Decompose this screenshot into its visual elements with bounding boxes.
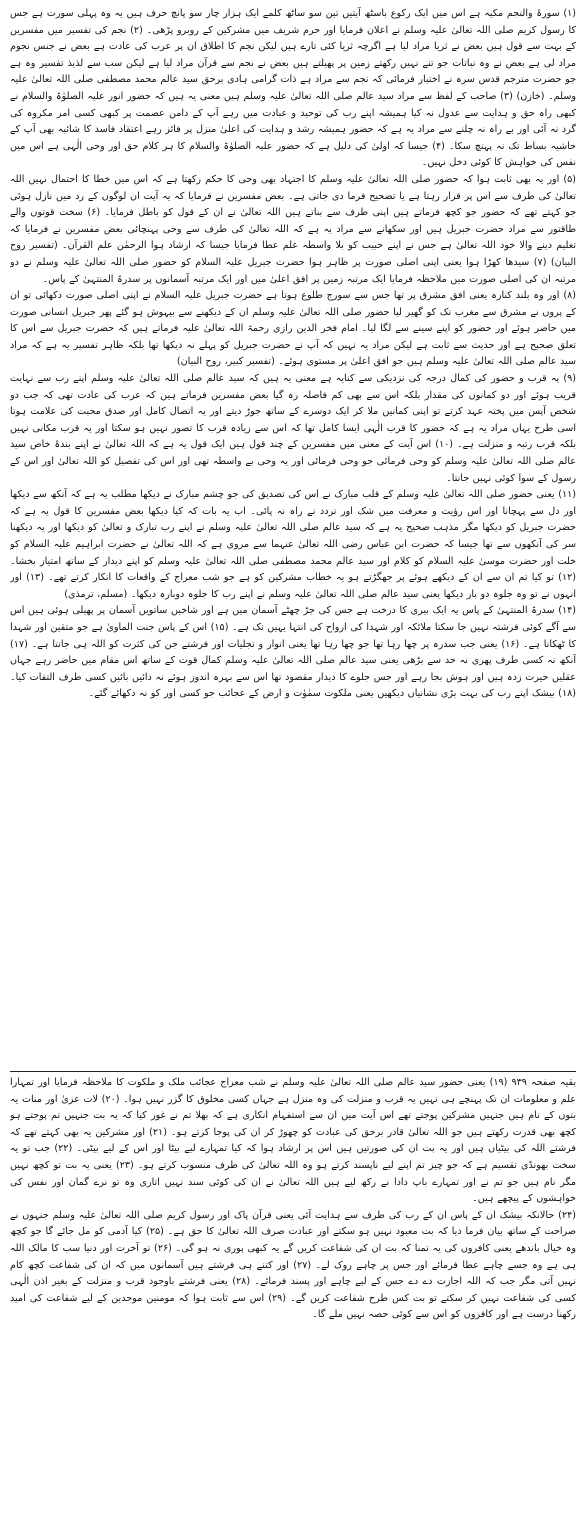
document-page [10, 6, 576, 1528]
commentary-paragraph: (۱۴) سدرۃ المنتہیٰ کے پاس یہ ایک بیری کا درخت ہے جس کی جڑ چھٹے آسمان میں ہے اور شاخیں ساتویں آسمان پر پھیلی ہوئی ہیں اس سے آگے کوئی فرشتہ نہیں جا سکتا ملائکہ اور شہدا کی ارواح کی انتہا یہیں تک ہے۔ (۱۵) اس کے پاس جنت الماویٰ ہے جو متقین اور شہدا کا ٹھکانا ہے۔ (۱۶) یعنی جب سدرہ پر چھا رہا تھا جو چھا رہا تھا یعنی انوار و تجلیات اور فرشتے جن کی کثرت کو اللہ ہی جانتا ہے۔ (۱۷) آنکھ نہ کسی طرف پھری نہ حد سے بڑھی یعنی سید عالم صلی اللہ تعالیٰ علیہ وسلم کمال قوت کے ساتھ اس مقام میں حاضر رہے جہاں عقلیں حیرت زدہ ہیں اور ہوش بجا رہے اور جس جلوے کا دیدار مقصود تھا اس سے بہرہ اندوز ہوئے نہ دائیں بائیں کسی طرف التفات کیا۔ (۱۸) بیشک اپنے رب کی بہت بڑی نشانیاں دیکھیں یعنی ملکوت سمٰوٰت و ارض کے عجائب جو کسی اور کو نہ دکھائے گئے۔ [10, 605, 576, 700]
footnote-paragraph: بقیہ صفحہ ۹۳۹ (۱۹) یعنی حضور سید عالم صلی اللہ تعالیٰ علیہ وسلم نے شب معراج عجائب ملک و ملکوت کا ملاحظہ فرمایا اور تمہارا علم و معلومات ان تک پہنچے ہی نہیں یہ قرب و منزلت کی وہ منزل ہے جہاں کسی مخلوق کا گزر نہیں ہوا۔ (۲۰) لات عزیٰ اور منات یہ بتوں کے نام ہیں جنہیں مشرکین پوجتے تھے اس آیت میں ان سے استفہام انکاری ہے کہ بھلا تم نے غور کیا کہ یہ بت جنہیں تم پوجتے ہو کچھ بھی قدرت رکھتے ہیں جو اللہ تعالیٰ قادر برحق کی عبادت کو چھوڑ کر ان کی پوجا کرتے ہو۔ (۲۱) اور مشرکین یہ بھی کہتے تھے کہ فرشتے اللہ کی بیٹیاں ہیں اور یہ بت ان کی صورتیں ہیں اس پر ارشاد ہوا کہ کیا تمہارے لیے بیٹا اور اس کے لیے بیٹی۔ (۲۲) جب تو یہ سخت بھونڈی تقسیم ہے کہ جو چیز تم اپنے لیے ناپسند کرتے ہو وہ اللہ تعالیٰ کی طرف منسوب کرتے ہو۔ (۲۳) یعنی یہ بت تو کچھ نہیں مگر نام ہیں جو تم نے اور تمہارے باپ دادا نے رکھ لیے ہیں اللہ تعالیٰ نے ان کی کوئی سند نہیں اتاری وہ تو نرے گمان اور نفس کی خواہشوں کے پیچھے ہیں۔ [10, 1077, 576, 1205]
commentary-paragraph: (۸) اور وہ بلند کنارہ یعنی افق مشرق پر تھا جس سے سورج طلوع ہوتا ہے حضرت جبریل علیہ السلام نے اپنی اصلی صورت دکھائی تو ان کے پروں نے مشرق سے مغرب تک کو گھیر لیا حضور صلی اللہ تعالیٰ علیہ وسلم ان کے دیکھنے سے بیہوش ہو گئے پھر جبریل انسانی صورت میں حاضر ہوئے اور حضور کو اپنے سینے سے لگا لیا۔ امام فخر الدین رازی رحمۃ اللہ تعالیٰ علیہ فرماتے ہیں کہ حضرت جبریل سے اس کا تعلق صحیح ہے اور حدیث سے ثابت ہے لیکن مراد یہ نہیں کہ آپ نے حضرت جبریل کو پہلے نہ دیکھا تھا بلکہ ظاہر تفسیر یہ ہے کہ مراد سید عالم صلی اللہ تعالیٰ علیہ وسلم ہیں جو افق اعلیٰ پر مستوی ہوئے۔ (تفسیر کبیر، روح البیان) [10, 290, 576, 368]
commentary-paragraph: (۱) سورۂ والنجم مکیہ ہے اس میں ایک رکوع باسٹھ آیتیں تین سو ساٹھ کلمے ایک ہزار چار سو پانچ حرف ہیں یہ وہ پہلی سورت ہے جس کا رسول کریم صلی اللہ تعالیٰ علیہ وسلم نے اعلان فرمایا اور حرم شریف میں مشرکین کے روبرو پڑھی۔ (۲) نجم کی تفسیر میں مفسرین کے بہت سے قول ہیں بعض نے ثریا مراد لیا ہے اگرچہ ثریا کئی تارے ہیں لیکن نجم کا اطلاق ان پر عرب کی عادت ہے بعض نے جنس نجوم مراد لی ہے بعض نے وہ نباتات جو تنے نہیں رکھتے زمین پر پھیلتے ہیں بعض نے نجم سے قرآن مراد لیا ہے لیکن سب سے لذیذ تفسیر وہ ہے جو حضرت مترجم قدس سرہ نے اختیار فرمائی کہ نجم سے مراد ہے ذات گرامی ہادی برحق سید عالم محمد مصطفی صلی اللہ تعالیٰ علیہ وسلم۔ (خازن) (۳) صاحب کے لفظ سے مراد سید عالم صلی اللہ تعالیٰ علیہ وسلم ہیں معنی یہ ہیں کہ حضور انور علیہ الصلوٰۃ والسلام نے کبھی راہ حق و ہدایت سے عدول نہ کیا ہمیشہ اپنے رب کی توحید و عبادت میں رہے آپ کے دامن عصمت پر کبھی کسی امر مکروہ کی گرد نہ آئی اور بے راہ نہ چلنے سے مراد یہ ہے کہ حضور ہمیشہ رشد و ہدایت کی اعلیٰ منزل پر فائز رہے اعتقاد فاسد کا شائبہ بھی آپ کے حاشیہ بساط تک نہ پہنچ سکا۔ (۴) جیسا کہ اولیٰ کی دلیل ہے کہ حضور علیہ الصلوٰۃ والسلام کا ہر کلام حق اور وحی الٰہی ہے اس میں نفس کی خواہش کا کوئی دخل نہیں۔ [10, 8, 576, 169]
commentary-paragraph: (۹) یہ قرب و حضور کی کمال درجہ کی نزدیکی سے کنایہ ہے معنی یہ ہیں کہ سید عالم صلی اللہ تعالیٰ علیہ وسلم اپنے رب سے نہایت قریب ہوئے اور دو کمانوں کی مقدار بلکہ اس سے بھی کم فاصلہ رہ گیا بعض مفسرین فرماتے ہیں کہ عرب کی عادت تھی کہ جب دو شخص آپس میں پختہ عہد کرتے تو اپنی کمانیں ملا کر ایک دوسرے کے ساتھ جوڑ دیتے اور یہ اتصال کامل اور صدق محبت کی علامت ہوتا اسی طرح یہاں مراد یہ ہے کہ حضور کا قرب الٰہی ایسا کامل تھا کہ اس سے زیادہ قرب کا تصور نہیں ہو سکتا اور یہ قرب مکانی نہیں بلکہ قرب رتبہ و منزلت ہے۔ (۱۰) اس آیت کے معنی میں مفسرین کے چند قول ہیں ایک قول یہ ہے کہ اللہ تعالیٰ نے اپنے بندۂ خاص سید عالم صلی اللہ تعالیٰ علیہ وسلم کو وحی فرمائی جو وحی فرمائی اور یہ وحی بے واسطہ تھی اور اس کی تفصیل کو اللہ تعالیٰ اور اس کے رسول کے سوا کوئی نہیں جانتا۔ [10, 373, 576, 484]
section-divider [10, 1071, 576, 1072]
commentary-paragraph: (۵) اور یہ بھی ثابت ہوا کہ حضور صلی اللہ تعالیٰ علیہ وسلم کا اجتہاد بھی وحی کا حکم رکھتا ہے کہ اس میں خطا کا احتمال نہیں اللہ تعالیٰ کی طرف سے اس پر قرار رہتا ہے یا تصحیح فرما دی جاتی ہے۔ بعض مفسرین نے فرمایا کہ یہ آیت ان لوگوں کے رد میں نازل ہوئی جو کہتے تھے کہ حضور جو کچھ فرماتے ہیں اپنی طرف سے بناتے ہیں اللہ تعالیٰ نے ان کے قول کو باطل فرمایا۔ (۶) سخت قوتوں والے طاقتور سے مراد حضرت جبریل ہیں اور سکھانے سے مراد یہ ہے کہ اللہ تعالیٰ کی طرف سے وحی پہنچائی بعض مفسرین نے فرمایا کہ تعلیم دینے والا خود اللہ تعالیٰ ہے جس نے اپنے حبیب کو بلا واسطہ علم عطا فرمایا جیسا کہ ارشاد ہوا الرحمٰن علم القرآن۔ (تفسیر روح البیان) (۷) سیدھا کھڑا ہوا یعنی اپنی اصلی صورت پر ظاہر ہوا حضرت جبریل علیہ السلام کو حضور صلی اللہ تعالیٰ علیہ وسلم نے دو مرتبہ ان کی اصلی صورت میں ملاحظہ فرمایا ایک مرتبہ زمین پر افق اعلیٰ میں اور ایک مرتبہ آسمانوں پر سدرۃ المنتہیٰ کے پاس۔ [10, 173, 576, 285]
footnote-paragraph: (۲۴) حالانکہ بیشک ان کے پاس ان کے رب کی طرف سے ہدایت آئی یعنی قرآن پاک اور رسول کریم صلی اللہ تعالیٰ علیہ وسلم جنہوں نے صراحت کے ساتھ بیان فرما دیا کہ بت معبود نہیں ہو سکتے اور عبادت صرف اللہ تعالیٰ کا حق ہے۔ (۲۵) کیا آدمی کو مل جائے گا جو کچھ وہ خیال باندھے یعنی کافروں کی یہ تمنا کہ بت ان کی شفاعت کریں گے یہ کبھی پوری نہ ہو گی۔ (۲۶) تو آخرت اور دنیا سب کا مالک اللہ ہی ہے وہ جسے چاہے عطا فرمائے اور جس پر چاہے روک لے۔ (۲۷) اور کتنے ہی فرشتے ہیں آسمانوں میں کہ ان کی شفاعت کچھ کام نہیں آتی مگر جب کہ اللہ اجازت دے دے جس کے لیے چاہے اور پسند فرمائے۔ (۲۸) یعنی فرشتے باوجود قرب و منزلت کے بغیر اذن الٰہی کسی کی شفاعت نہیں کر سکتے تو بت کس طرح شفاعت کریں گے۔ (۲۹) اس سے ثابت ہوا کہ مومنین موحدین کے لیے شفاعت کی امید رکھنا درست ہے اور کافروں کو اس سے کوئی حصہ نہیں ملے گا۔ [10, 1209, 576, 1321]
commentary-continued [10, 1075, 576, 1527]
commentary-main [10, 6, 576, 1068]
commentary-paragraph: (۱۱) یعنی حضور صلی اللہ تعالیٰ علیہ وسلم کے قلب مبارک نے اس کی تصدیق کی جو چشم مبارک نے دیکھا مطلب یہ ہے کہ آنکھ سے دیکھا اور دل سے پہچانا اور اس رؤیت و معرفت میں شک اور تردد نے راہ نہ پائی۔ اب یہ بات کہ کیا دیکھا بعض مفسرین کا قول یہ ہے کہ حضرت جبریل کو دیکھا مگر مذہب صحیح یہ ہے کہ سید عالم صلی اللہ تعالیٰ علیہ وسلم نے اپنے رب تبارک و تعالیٰ کو دیکھا اور یہ دیکھنا سر کی آنکھوں سے تھا جیسا کہ حضرت ابن عباس رضی اللہ تعالیٰ عنہما سے مروی ہے کہ اللہ تعالیٰ نے حضرت ابراہیم علیہ السلام کو خلت اور حضرت موسیٰ علیہ السلام کو کلام اور سید عالم محمد مصطفی صلی اللہ تعالیٰ علیہ وسلم کو اپنے دیدار کے ساتھ امتیاز بخشا۔ (۱۲) تو کیا تم ان سے ان کے دیکھے ہوئے پر جھگڑتے ہو یہ خطاب مشرکین کو ہے جو شب معراج کے واقعات کا انکار کرتے تھے۔ (۱۳) اور انہوں نے تو وہ جلوہ دو بار دیکھا یعنی سید عالم صلی اللہ تعالیٰ علیہ وسلم نے اپنے رب کا جلوہ دوبارہ دیکھا۔ (مسلم، ترمذی) [10, 489, 576, 600]
